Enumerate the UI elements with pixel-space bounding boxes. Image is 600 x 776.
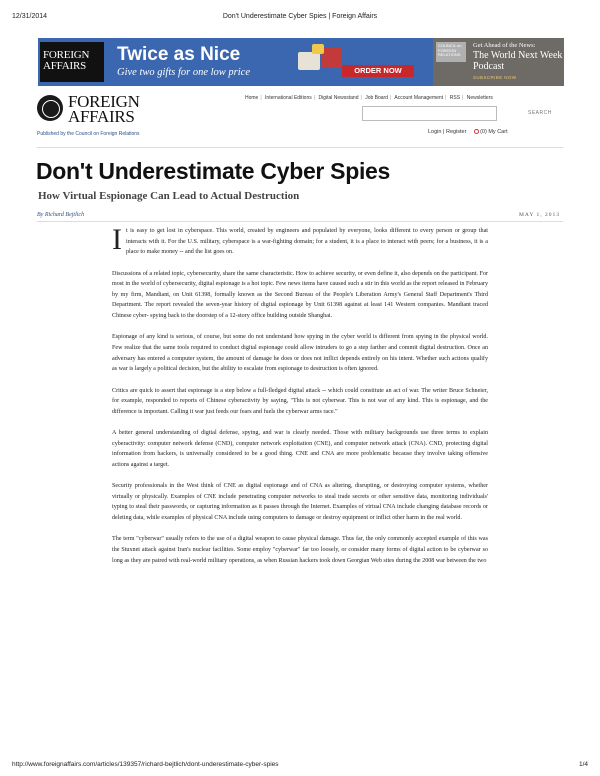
nav-digital-newsstand[interactable]: Digital Newsstand: [318, 95, 359, 101]
byline-divider: [37, 221, 563, 222]
top-nav: Home | International Editions | Digital Newsstand | Job Board | Account Management | RSS | Newsletters: [245, 95, 493, 101]
article-date: MAY 1, 2013: [518, 212, 560, 218]
search-button[interactable]: SEARCH: [528, 110, 552, 116]
article-subtitle: How Virtual Espionage Can Lead to Actual Destruction: [38, 190, 300, 202]
print-page-title: Don't Underestimate Cyber Spies | Foreign Affairs: [222, 13, 378, 20]
login-separator: |: [443, 129, 445, 135]
print-page-number: 1/4: [578, 761, 588, 768]
header-divider: [37, 147, 563, 148]
podcast-ad[interactable]: [433, 38, 564, 86]
podcast-title: The World Next Week Podcast: [473, 50, 563, 72]
gift-subscription-ad[interactable]: [38, 38, 433, 86]
site-logo-text: FOREIGN AFFAIRS: [68, 92, 140, 126]
drop-cap: I: [112, 223, 122, 256]
article-paragraph: Security professionals in the West think of CNE as digital espionage and of CNA as altering, disrupting, or destroying computer systems, whether virtually or physically. Examples of CNE include penetrating computer networks to steal trade secrets or other sensitive data, monitoring individuals' typing to steal their passwords, or capturing information as it passes through the Internet. Examples of virtual CNA include changing database records or deleting data, while examples of physical CNA include using computers to damage or destroy equipment or inflict other harm in the real world.: [112, 483, 488, 522]
nav-international-editions[interactable]: International Editions: [265, 95, 312, 101]
article-body: [112, 223, 488, 577]
article-paragraph: Critics are quick to assert that espionage is a step below a full-fledged digital attack -- which could constitute an act of war. The writer Bruce Schneier, for example, responded to reports of Chinese cyberactivity by saying, "This is not cyberwar. This is not war of any kind. This is espionage, and the difference is important. Calling it war just feeds our fears and fuels the cyberwar arms race.": [112, 387, 488, 415]
order-now-button[interactable]: ORDER NOW: [342, 65, 414, 77]
article-paragraph: Espionage of any kind is serious, of course, but some do not understand how spying in the cyber world is different from spying in the physical world. Few realize that the same tools required to conduct digital espionage could allow intruders to go a step farther and commit digital destruction. Once an adversary has entered a computer system, the amount of damage he does or does not inflict depends entirely on his intent. Whether such actions qualify as war is largely a political decision, but the ability to escalate from espionage to destruction is often ignored.: [112, 334, 488, 373]
nav-account-management[interactable]: Account Management: [394, 95, 444, 101]
article-paragraph: A better general understanding of digital defense, spying, and war is clearly needed. Those with military backgrounds use three terms to explain cyberactivity: computer network defense (CND), computer network exploitation (CNE), and computer network attack (CNA). CND, protecting digital information from hackers, is universally considered to be a good thing. CNE and CNA are more problematic because they involve taking offensive actions against a target.: [112, 430, 488, 468]
nav-rss[interactable]: RSS: [449, 95, 461, 101]
cfr-logo: COUNCIL on FOREIGN RELATIONS: [436, 42, 466, 62]
article-paragraph: It is easy to get lost in cyberspace. This world, created by engineers and populated by everyone, looks different to every person or group that interacts with it. For the U.S. military, cyberspace is a war-fighting domain; for a student, it is a place to interact with peers; for a business, it is a place to make money -- and the list goes on.: [112, 223, 488, 256]
register-link[interactable]: Register: [445, 129, 467, 135]
site-tagline: Published by the Council on Foreign Relations: [37, 131, 140, 137]
ad-subline: Give two gifts for one low price: [117, 67, 250, 78]
print-footer: [12, 761, 588, 771]
ad-foreign-affairs-logo: FOREIGN AFFAIRS: [40, 42, 104, 82]
cart-link[interactable]: (0) My Cart: [480, 129, 508, 135]
login-link[interactable]: Login: [428, 129, 442, 135]
article-byline[interactable]: By Richard Bejtlich: [37, 212, 85, 218]
site-logo[interactable]: [37, 92, 157, 129]
account-links: [428, 129, 508, 135]
cart-icon[interactable]: [474, 129, 479, 134]
nav-home[interactable]: Home: [245, 95, 259, 101]
nav-job-board[interactable]: Job Board: [365, 95, 388, 101]
banner-ad[interactable]: [38, 38, 564, 86]
article-title: Don't Underestimate Cyber Spies: [36, 158, 391, 184]
print-date: 12/31/2014: [12, 13, 48, 20]
search-input[interactable]: [362, 106, 497, 121]
globe-icon: [37, 95, 63, 121]
article-paragraph: Discussions of a related topic, cybersecurity, share the same characteristic. How to achieve security, or even define it, also depends on the participant. For most in the world of cybersecurity, digital espionage is a hot topic. Few news items have caused such a stir in this world as the report released in February by my firm, Mandiant, on Unit 61398, formally known as the Second Bureau of the People's Liberation Army's General Staff Department's Third Department. The report revealed the seven-year history of digital espionage by Unit 61398 against at least 141 Western companies. Mandiant traced Chinese cyber- spying back to the doorstep of a 12-story office building outside Shanghai.: [112, 270, 488, 319]
print-url: http://www.foreignaffairs.com/articles/139357/richard-bejtlich/dont-underestimate-cyber-spies: [12, 761, 279, 768]
subscribe-link[interactable]: SUBSCRIBE NOW: [473, 75, 517, 80]
print-header: [12, 13, 588, 25]
gift-boxes-icon: [286, 42, 348, 76]
ad-headline: Twice as Nice: [117, 44, 241, 65]
article-paragraph: The term "cyberwar" usually refers to the use of a digital weapon to cause physical damage. Thus far, the only commonly accepted example of this was the Stuxnet attack against Iran's nuclear facilities. Some employ "cyberwar" far too loosely, or consider many forms of digital action to be cyberwar so long as they are paired with real-world military operations, as when Russian hackers took down Georgian Web sites during the 2008 war between the two: [112, 536, 488, 564]
nav-newsletters[interactable]: Newsletters: [466, 95, 493, 101]
podcast-kicker: Get Ahead of the News:: [473, 42, 536, 49]
